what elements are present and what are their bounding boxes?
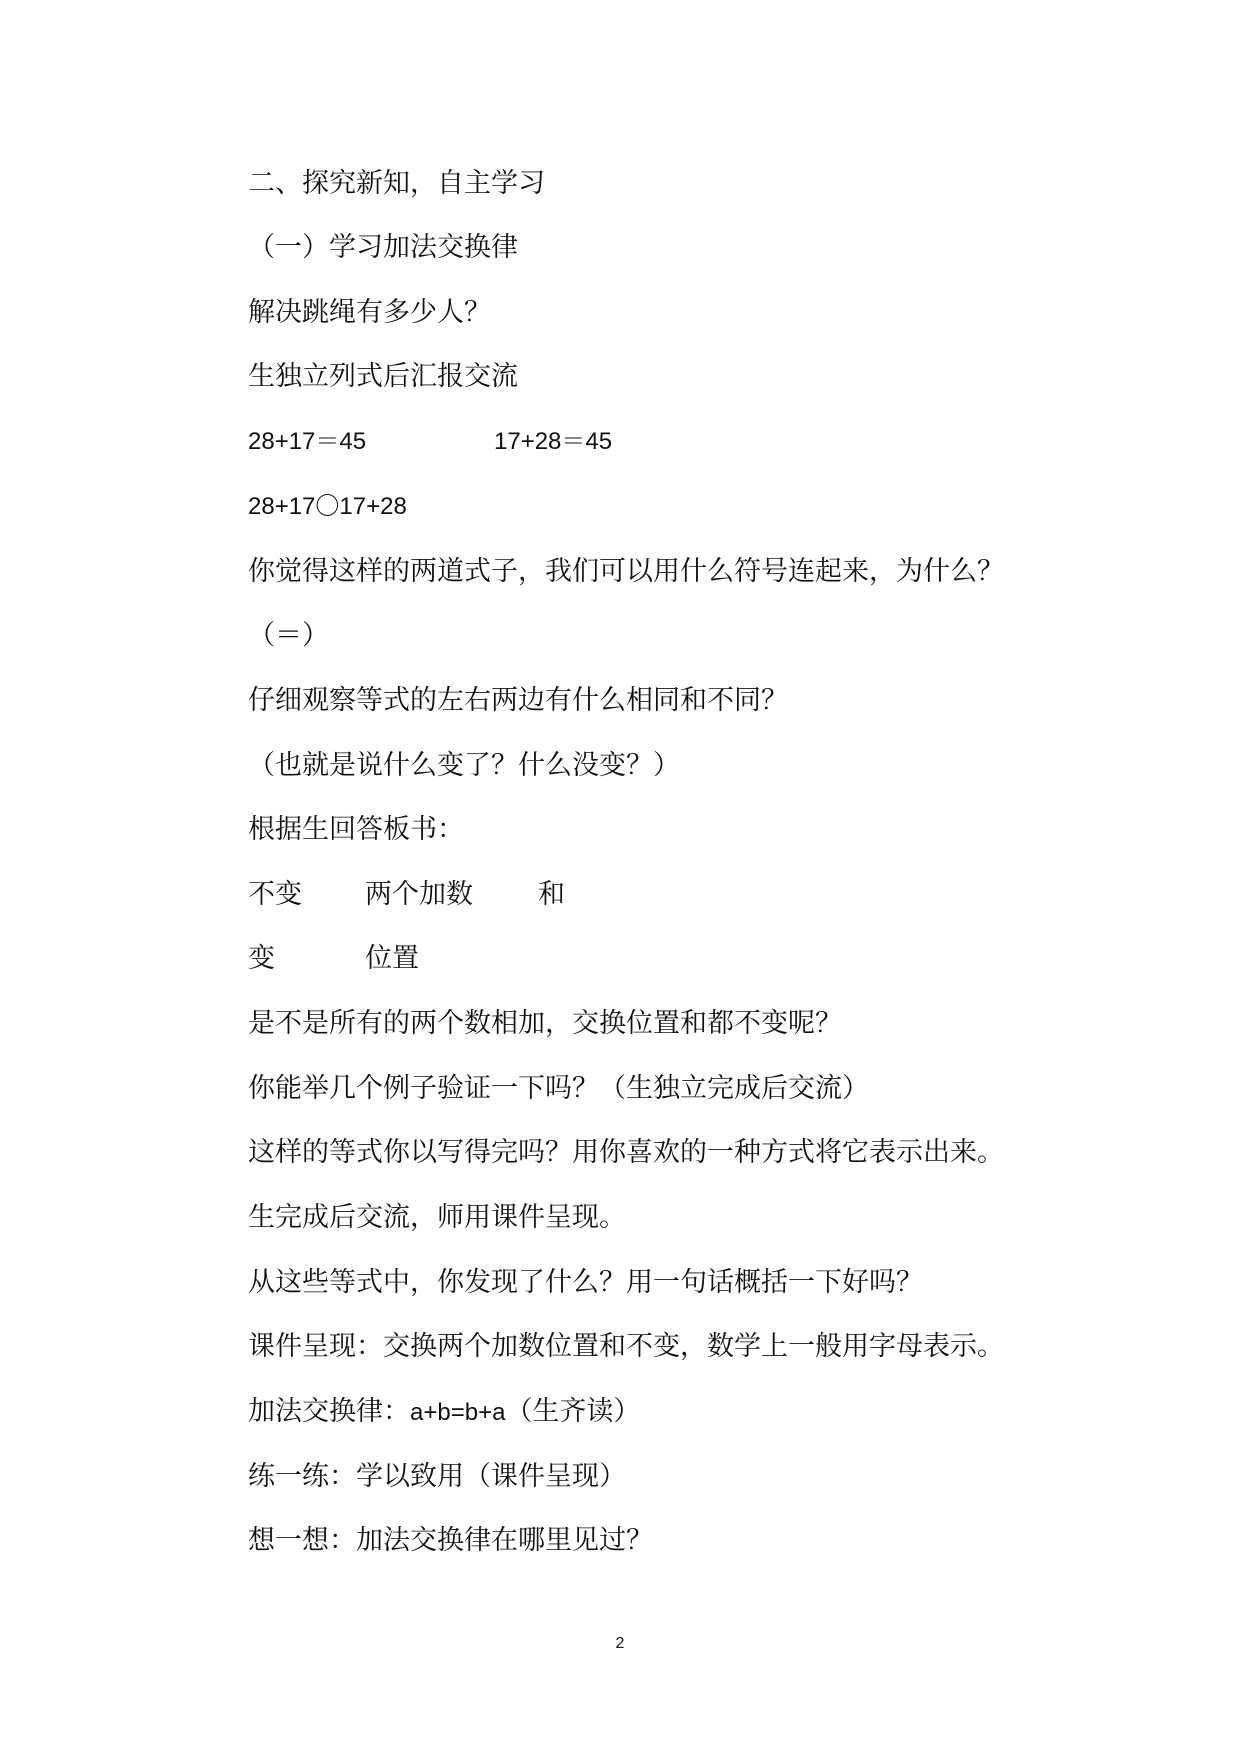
question-all-pairs: 是不是所有的两个数相加，交换位置和都不变呢？ xyxy=(248,1008,842,1039)
equations-row xyxy=(248,424,948,460)
equation-a: 28+17＝45 xyxy=(248,428,367,455)
practice-line: 练一练：学以致用（课件呈现） xyxy=(248,1461,626,1492)
problem-question: 解决跳绳有多少人？ xyxy=(248,297,491,328)
discover-question: 从这些等式中，你发现了什么？用一句话概括一下好吗？ xyxy=(248,1267,923,1298)
think-line: 想一想：加法交换律在哪里见过？ xyxy=(248,1525,653,1556)
equation-b: 17+28＝45 xyxy=(494,428,613,455)
law-note: （生齐读） xyxy=(505,1396,641,1427)
board-unchanged-row xyxy=(248,877,748,913)
subheading-commutative-law: （一）学习加法交换律 xyxy=(248,232,518,263)
board-changed-row xyxy=(248,941,748,977)
observe-hint: （也就是说什么变了？什么没变？） xyxy=(248,750,680,781)
changed-label: 变 xyxy=(248,943,275,974)
law-label: 加法交换律： xyxy=(248,1396,410,1427)
unchanged-sum: 和 xyxy=(538,879,565,910)
unchanged-addends: 两个加数 xyxy=(365,879,473,910)
question-symbol: 你觉得这样的两道式子，我们可以用什么符号连起来，为什么？ xyxy=(248,556,1004,587)
student-task: 生独立列式后汇报交流 xyxy=(248,361,518,392)
board-intro: 根据生回答板书： xyxy=(248,814,464,845)
changed-position: 位置 xyxy=(365,943,419,974)
answer-symbol: （＝） xyxy=(248,620,329,651)
law-line xyxy=(248,1394,640,1431)
present-note: 生完成后交流，师用课件呈现。 xyxy=(248,1202,626,1233)
write-all-prompt: 这样的等式你以写得完吗？用你喜欢的一种方式将它表示出来。 xyxy=(248,1137,1004,1168)
courseware-note: 课件呈现：交换两个加数位置和不变，数学上一般用字母表示。 xyxy=(248,1331,1004,1362)
section-heading: 二、探究新知，自主学习 xyxy=(248,168,545,199)
page-number: 2 xyxy=(615,1635,625,1652)
observe-question: 仔细观察等式的左右两边有什么相同和不同？ xyxy=(248,685,788,716)
compare-expression: 28+17〇17+28 xyxy=(248,493,407,520)
law-formula: a+b=b+a xyxy=(410,1399,506,1426)
examples-prompt: 你能举几个例子验证一下吗？（生独立完成后交流） xyxy=(248,1073,869,1104)
unchanged-label: 不变 xyxy=(248,879,302,910)
